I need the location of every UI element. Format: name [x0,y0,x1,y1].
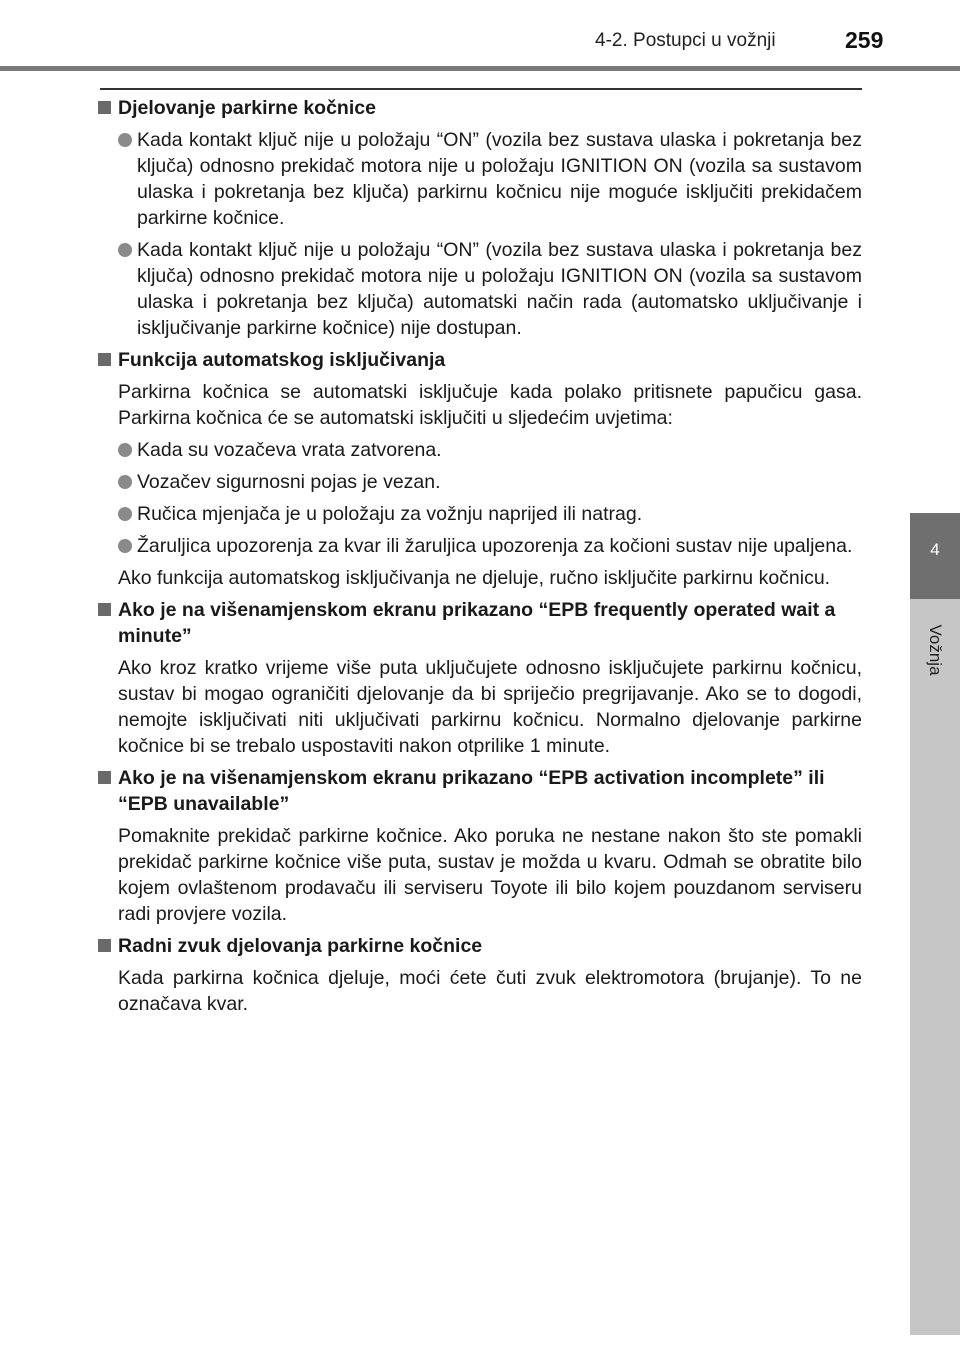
section-paragraph: Pomaknite prekidač parkirne kočnice. Ako poruka ne nestane nakon što ste pomakli prekidač parkirne kočnice više puta, sustav je možda u kvaru. Odmah se obratite bilo kojem ovlaštenom prodavaču ili serviseru Toyote ili bilo kojem pouzdanom serviseru radi provjere vozila. [118,825,862,925]
content-top-rule [100,88,862,90]
header-section-title: 4-2. Postupci u vožnji [595,30,776,51]
section-epb-frequently-operated [98,597,862,759]
square-bullet-icon [98,353,111,366]
square-bullet-icon [98,603,111,616]
list-item: Ručica mjenjača je u položaju za vožnju naprijed ili natrag. [98,501,862,527]
list-item: Kada kontakt ključ nije u položaju “ON” (vozila bez sustava ulaska i pokretanja bez ključa) odnosno prekidač motora nije u položaju IGNITION ON (vozila sa sustavom ulaska i pokretanja bez ključa) parkirnu kočnicu nije moguće isključiti prekidačem parkirne kočnice. [98,127,862,231]
round-bullet-icon [118,443,132,457]
list-item: Vozačev sigurnosni pojas je vezan. [98,469,862,495]
section-heading: Radni zvuk djelovanja parkirne kočnice [98,933,862,959]
section-paragraph: Ako kroz kratko vrijeme više puta uključujete odnosno isključujete parkirnu kočnicu, sustav bi mogao ograničiti djelovanje da bi spriječio pregrijavanje. Ako se to dogodi, nemojte isključivati niti uključivati parkirnu kočnicu. Normalno djelovanje parkirne kočnice bi se trebalo uspostaviti nakon otprilike 1 minute. [118,657,862,757]
section-paragraph: Ako funkcija automatskog isključivanja ne djeluje, ručno isključite parkirnu kočnicu. [118,567,831,589]
section-heading: Djelovanje parkirne kočnice [98,95,862,121]
section-paragraph: Parkirna kočnica se automatski isključuje kada polako pritisnete papučicu gasa. Parkirna kočnica će se automatski isključiti u sljedećim uvjetima: [118,381,862,429]
list-item: Kada kontakt ključ nije u položaju “ON” (vozila bez sustava ulaska i pokretanja bez ključa) odnosno prekidač motora nije u položaju IGNITION ON (vozila sa sustavom ulaska i pokretanja bez ključa) automatski način rada (automatsko uključivanje i isključivanje parkirne kočnice) nije dostupan. [98,237,862,341]
page-number: 259 [845,27,884,53]
round-bullet-icon [118,243,132,257]
square-bullet-icon [98,939,111,952]
round-bullet-icon [118,475,132,489]
round-bullet-icon [118,539,132,553]
section-paragraph: Kada parkirna kočnica djeluje, moći ćete čuti zvuk elektromotora (brujanje). To ne označava kvar. [118,967,862,1015]
section-heading: Funkcija automatskog isključivanja [98,347,862,373]
page-content [98,95,862,1023]
chapter-side-label: Vožnja [926,624,945,676]
section-operating-sound [98,933,862,1017]
header-rule [0,66,960,71]
square-bullet-icon [98,771,111,784]
list-item: Kada su vozačeva vrata zatvorena. [98,437,862,463]
section-epb-activation-incomplete [98,765,862,927]
square-bullet-icon [98,101,111,114]
round-bullet-icon [118,133,132,147]
chapter-tab-number: 4 [930,540,940,559]
section-auto-release [98,347,862,591]
section-parking-brake-operation [98,95,862,341]
section-heading: Ako je na višenamjenskom ekranu prikazano “EPB activation incomplete” ili “EPB unavailable” [98,765,862,817]
list-item: Žaruljica upozorenja za kvar ili žaruljica upozorenja za kočioni sustav nije upaljena. [98,533,862,559]
section-heading: Ako je na višenamjenskom ekranu prikazano “EPB frequently operated wait a minute” [98,597,862,649]
chapter-side-rail [910,599,960,1335]
round-bullet-icon [118,507,132,521]
